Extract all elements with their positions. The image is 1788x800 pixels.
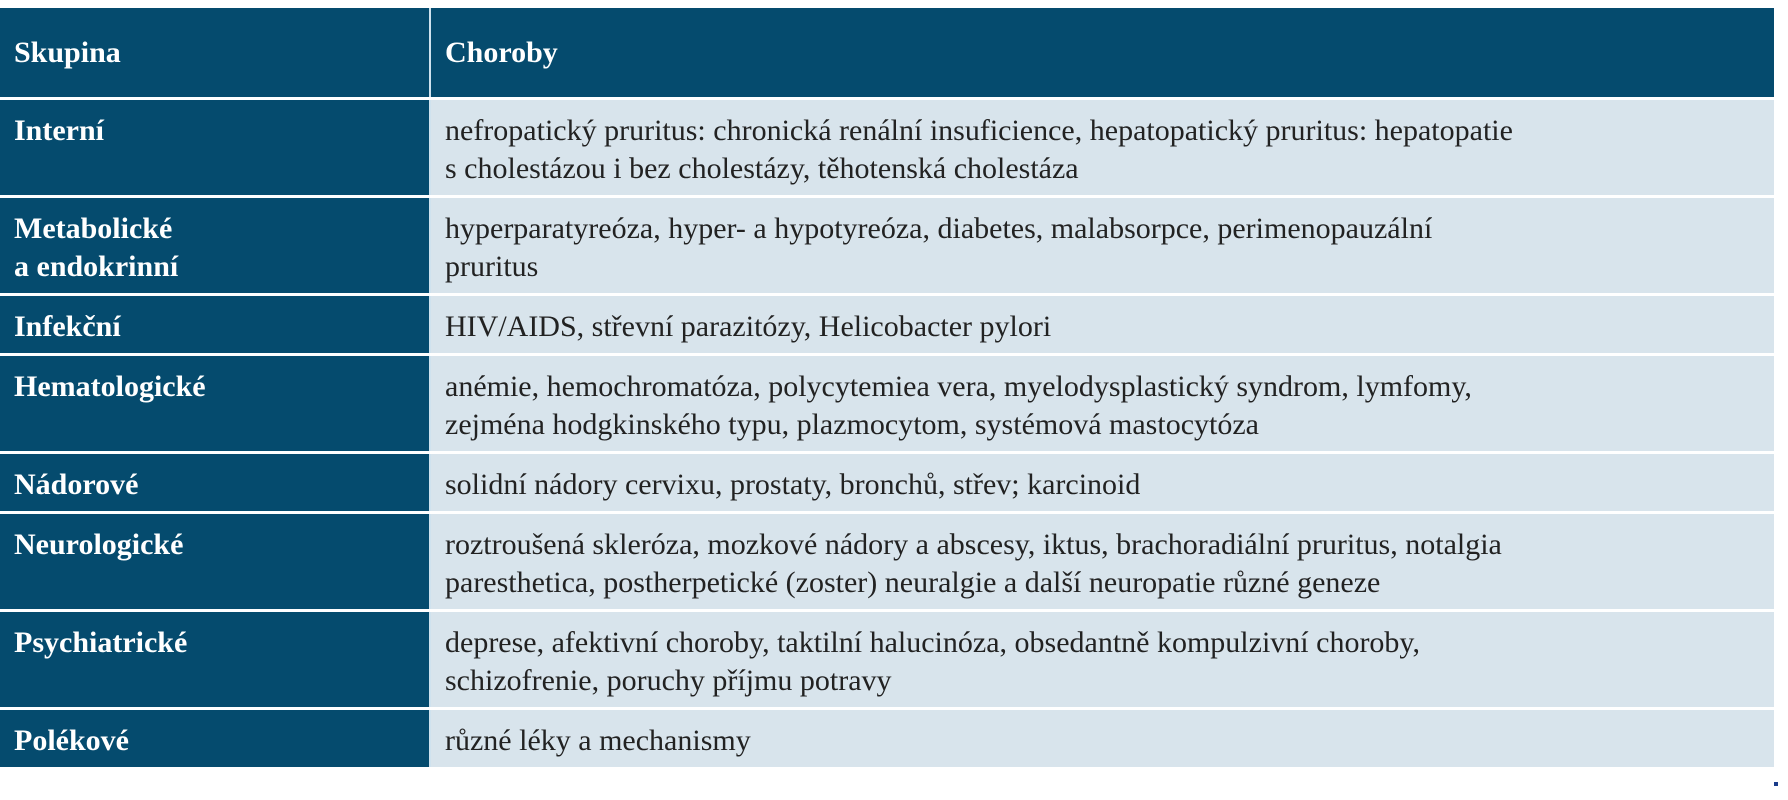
group-cell xyxy=(0,354,430,452)
table-row xyxy=(0,708,1774,768)
diseases-line: s cholestázou i bez cholestázy, těhotenská cholestáza xyxy=(445,151,1079,185)
group-label-line: Psychiatrické xyxy=(14,625,188,659)
diseases-line: HIV/AIDS, střevní parazitózy, Helicobacter pylori xyxy=(445,309,1052,343)
table-row xyxy=(0,512,1774,610)
diseases-cell xyxy=(430,512,1774,610)
group-label-line: Nádorové xyxy=(14,467,139,501)
diseases-cell xyxy=(430,452,1774,512)
header-group: Skupina xyxy=(0,8,430,98)
diseases-cell xyxy=(430,98,1774,196)
diseases-cell xyxy=(430,708,1774,768)
table-row xyxy=(0,98,1774,196)
diseases-line: roztroušená skleróza, mozkové nádory a abscesy, iktus, brachoradiální pruritus, notalgia xyxy=(445,527,1502,561)
corner-dot-mark xyxy=(1774,782,1778,786)
diseases-cell xyxy=(430,354,1774,452)
group-label-line: Metabolické xyxy=(14,211,173,245)
group-cell xyxy=(0,196,430,294)
diseases-line: hyperparatyreóza, hyper- a hypotyreóza, diabetes, malabsorpce, perimenopauzální xyxy=(445,211,1433,245)
table-row xyxy=(0,294,1774,354)
group-label-line: Neurologické xyxy=(14,527,184,561)
table-row xyxy=(0,196,1774,294)
group-cell xyxy=(0,294,430,354)
table-row xyxy=(0,354,1774,452)
table-row xyxy=(0,452,1774,512)
diseases-line: paresthetica, postherpetické (zoster) neuralgie a další neuropatie různé geneze xyxy=(445,565,1381,599)
group-cell xyxy=(0,512,430,610)
diseases-line: pruritus xyxy=(445,249,539,283)
group-cell xyxy=(0,610,430,708)
group-label-line: Hematologické xyxy=(14,369,206,403)
diseases-line: zejména hodgkinského typu, plazmocytom, systémová mastocytóza xyxy=(445,407,1259,441)
table-header-row xyxy=(0,8,1774,98)
diseases-cell xyxy=(430,294,1774,354)
diseases-line: schizofrenie, poruchy příjmu potravy xyxy=(445,663,892,697)
disease-groups-table xyxy=(0,8,1774,770)
header-diseases: Choroby xyxy=(430,8,1774,98)
table-row xyxy=(0,610,1774,708)
group-cell xyxy=(0,98,430,196)
group-label-line: Infekční xyxy=(14,309,121,343)
diseases-cell xyxy=(430,196,1774,294)
group-cell xyxy=(0,708,430,768)
diseases-cell xyxy=(430,610,1774,708)
diseases-line: nefropatický pruritus: chronická renální insuficience, hepatopatický pruritus: hepatopatie xyxy=(445,113,1513,147)
diseases-line: různé léky a mechanismy xyxy=(445,723,751,757)
diseases-line: solidní nádory cervixu, prostaty, bronchů, střev; karcinoid xyxy=(445,467,1141,501)
group-label-line: Polékové xyxy=(14,723,129,757)
group-label-line: Interní xyxy=(14,113,104,147)
diseases-line: anémie, hemochromatóza, polycytemiea vera, myelodysplastický syndrom, lymfomy, xyxy=(445,369,1472,403)
diseases-line: deprese, afektivní choroby, taktilní halucinóza, obsedantně kompulzivní choroby, xyxy=(445,625,1420,659)
group-cell xyxy=(0,452,430,512)
group-label-line: a endokrinní xyxy=(14,249,179,283)
